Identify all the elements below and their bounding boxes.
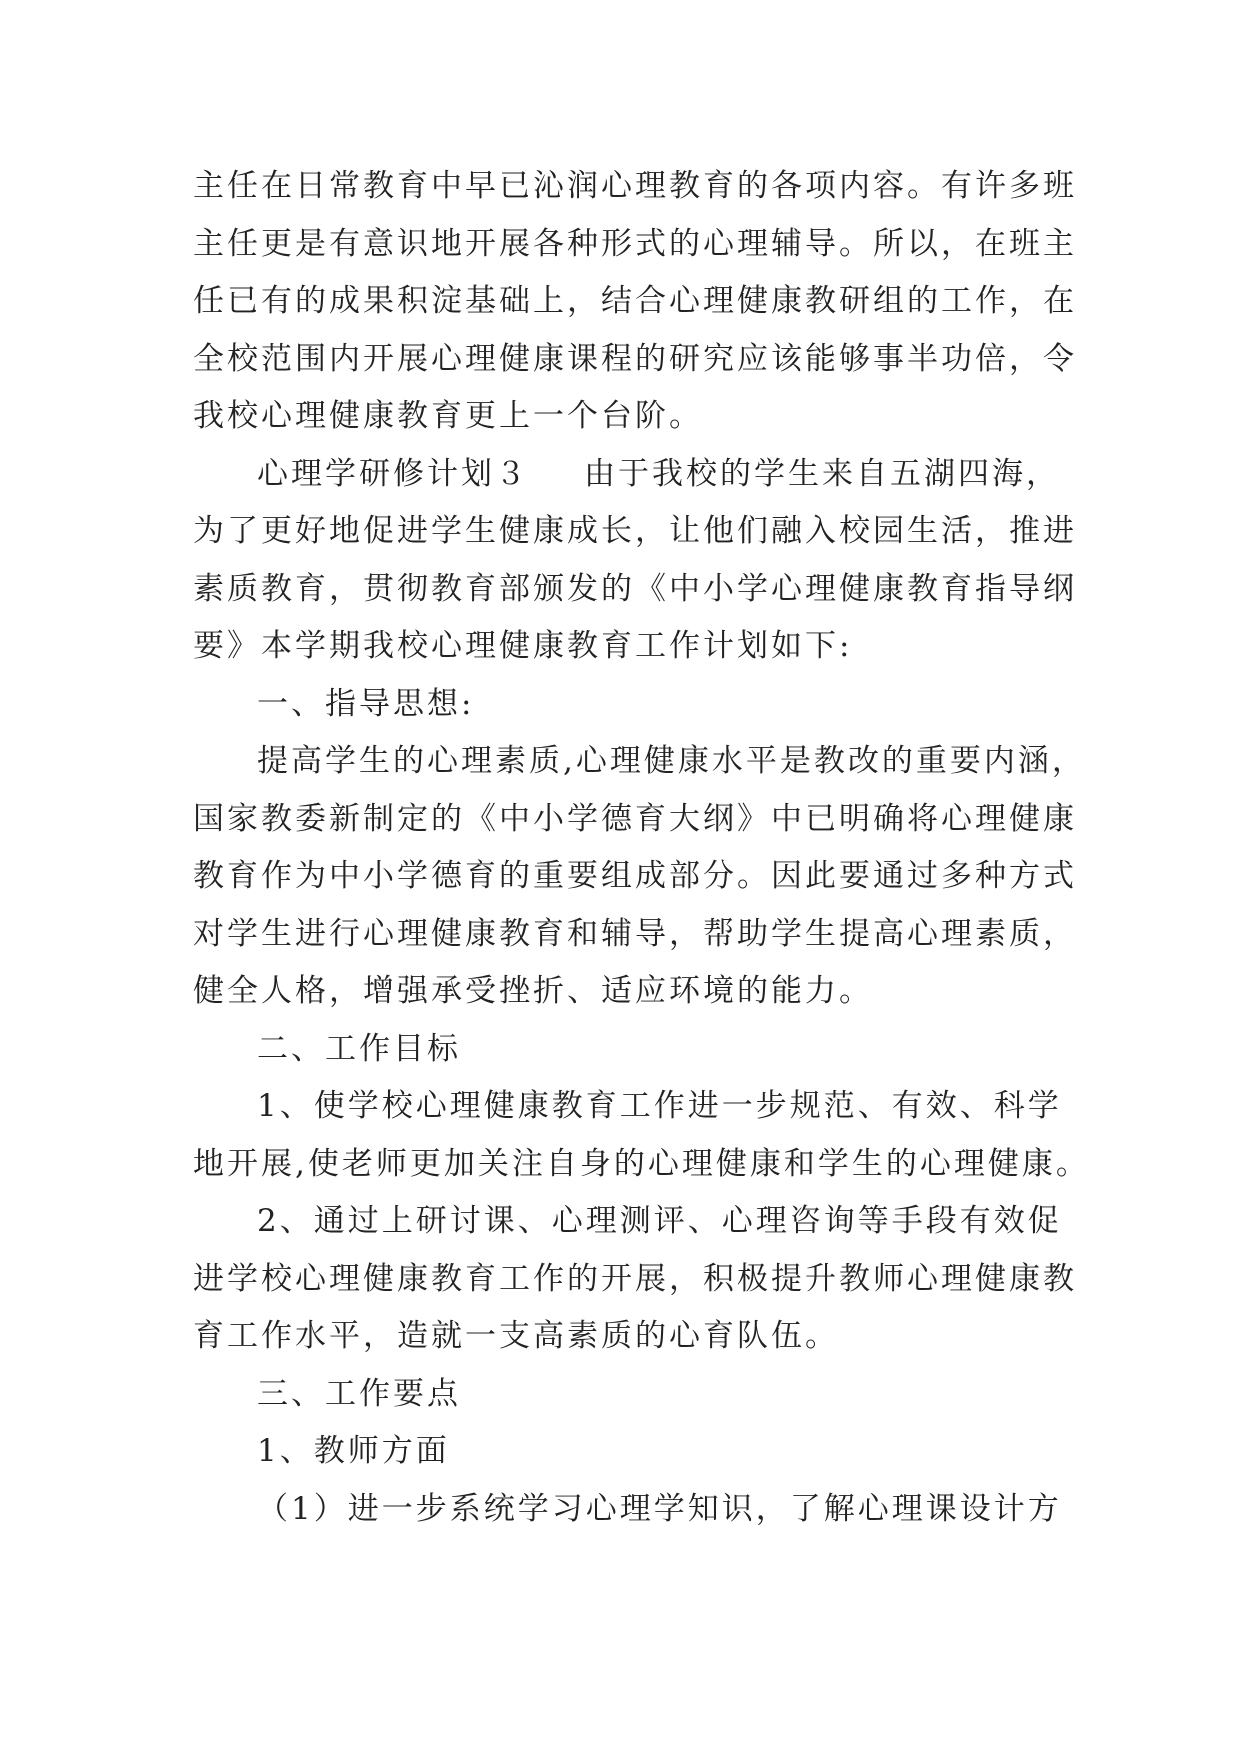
text-line: 为了更好地促进学生健康成长，让他们融入校园生活，推进 <box>193 513 1077 549</box>
text-line: 进学校心理健康教育工作的开展，积极提升教师心理健康教 <box>193 1260 1077 1297</box>
section-title: 心理学研修计划３ <box>257 455 529 492</box>
text-line: 1、使学校心理健康教育工作进一步规范、有效、科学 <box>257 1088 1062 1124</box>
heading-guiding-ideology: 一、指导思想: <box>257 685 475 722</box>
text-line: 2、通过上研讨课、心理测评、心理咨询等手段有效促 <box>257 1203 1062 1239</box>
text-line: 素质教育，贯彻教育部颁发的《中小学心理健康教育指导纲 <box>193 570 1077 607</box>
text-line: 任已有的成果积淀基础上，结合心理健康教研组的工作，在 <box>193 283 1077 319</box>
text-line: 主任更是有意识地开展各种形式的心理辅导。所以，在班主 <box>193 225 1077 262</box>
heading-work-points: 三、工作要点 <box>257 1375 461 1412</box>
text-line: 由于我校的学生来自五湖四海， <box>584 455 1060 492</box>
subheading-teachers: 1、教师方面 <box>257 1433 450 1469</box>
text-line: 教育作为中小学德育的重要组成部分。因此要通过多种方式 <box>193 858 1077 894</box>
text-line: 地开展,使老师更加关注自身的心理健康和学生的心理健康。 <box>193 1145 1090 1182</box>
text-line: 要》本学期我校心理健康教育工作计划如下: <box>193 628 853 664</box>
document-body <box>193 158 1090 1538</box>
text-line: 主任在日常教育中早已沁润心理教育的各项内容。有许多班 <box>193 168 1077 204</box>
text-line: （1）进一步系统学习心理学知识，了解心理课设计方 <box>257 1490 1062 1527</box>
heading-work-goals: 二、工作目标 <box>257 1030 461 1067</box>
text-line: 对学生进行心理健康教育和辅导，帮助学生提高心理素质， <box>193 915 1077 952</box>
text-line: 健全人格，增强承受挫折、适应环境的能力。 <box>193 973 873 1009</box>
section-heading-line <box>193 446 1073 504</box>
text-line: 我校心理健康教育更上一个台阶。 <box>193 398 703 434</box>
text-line: 国家教委新制定的《中小学德育大纲》中已明确将心理健康 <box>193 800 1077 837</box>
text-line: 育工作水平，造就一支高素质的心育队伍。 <box>193 1318 839 1354</box>
text-line: 全校范围内开展心理健康课程的研究应该能够事半功倍，令 <box>193 340 1077 377</box>
text-line: 提高学生的心理素质,心理健康水平是教改的重要内涵， <box>257 743 1086 779</box>
